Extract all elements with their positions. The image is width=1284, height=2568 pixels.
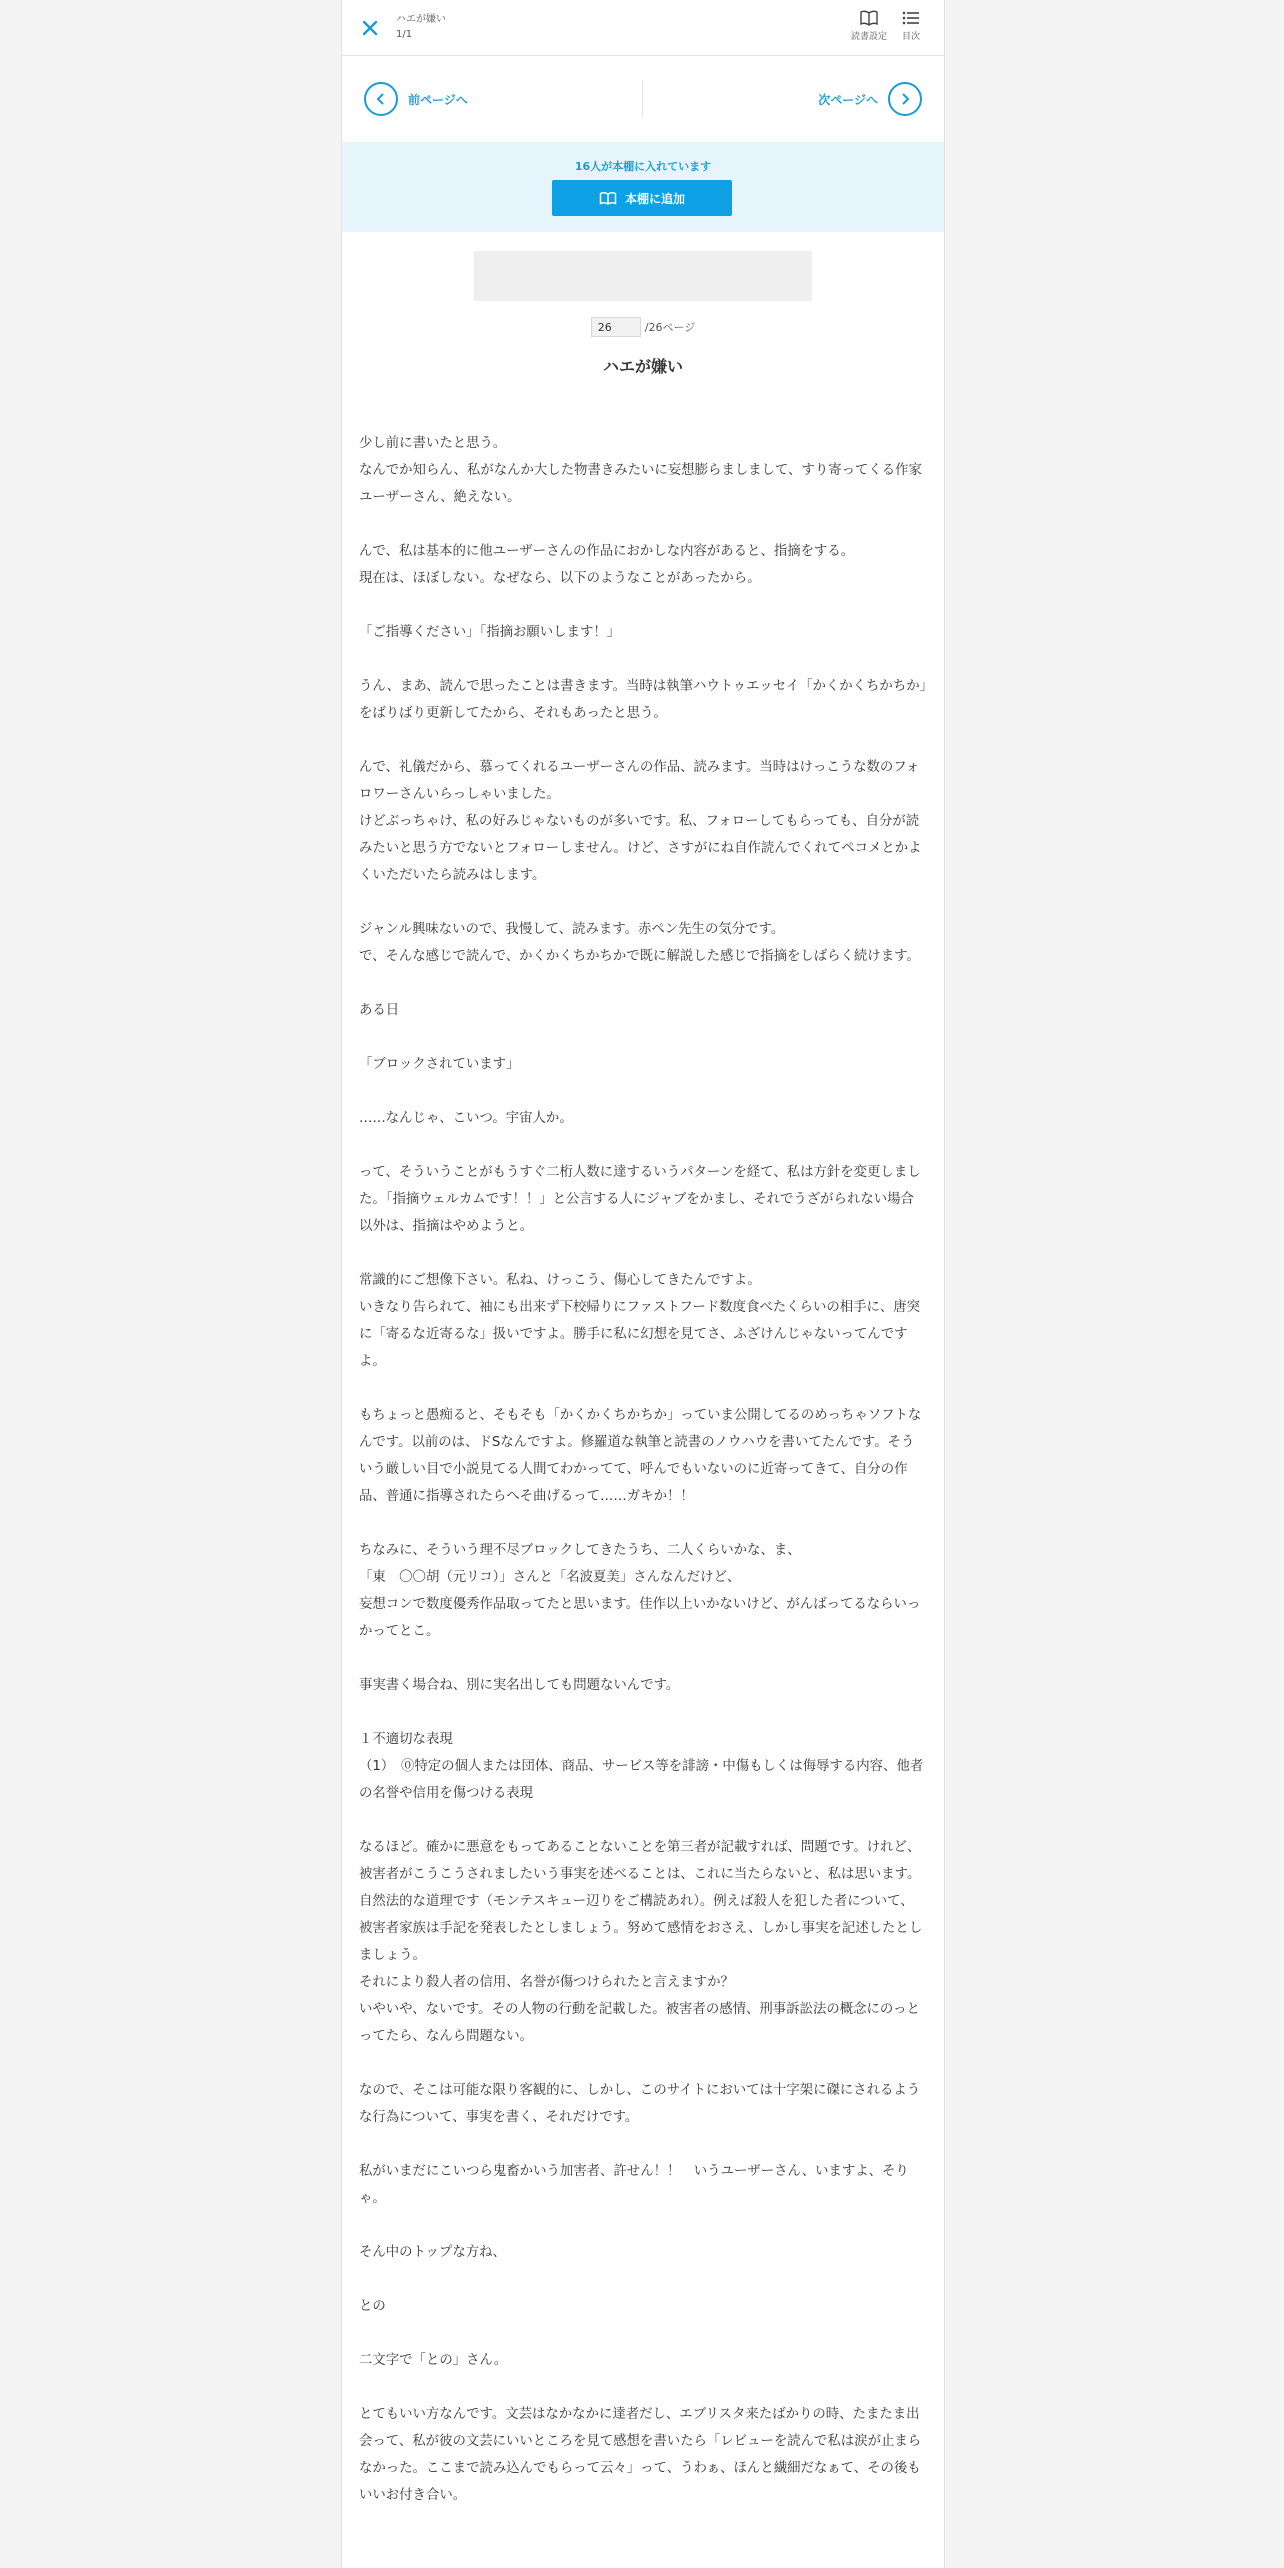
body-paragraph: って、そういうことがもうすぐ二桁人数に達するいうパターンを経て、私は方針を変更しました。「指摘ウェルカムです！！」と公言する人にジャブをかまし、それでうざがられない場合以外は、指摘はやめようと。 (359, 1165, 921, 1234)
page-total: /26ページ (644, 321, 696, 334)
body-paragraph: とてもいい方なんです。文芸はなかなかに達者だし、エブリスタ来たばかりの時、たまたま出会って、私が彼の文芸にいいところを見て感想を書いたら「レビューを読んで私は涙が止まらなかった。ここまで読み込んでもらって云々」って、うわぁ、ほんと繊細だなぁて、その後もいいお付き合い。 (359, 2407, 922, 2503)
body-text (359, 430, 927, 2536)
prev-page-label: 前ページへ (408, 92, 468, 107)
episode-title: ハエが嫌い (602, 357, 683, 376)
body-paragraph: 二文字で「との」さん。 (359, 2353, 508, 2368)
body-paragraph: ……なんじゃ、こいつ。宇宙人か。 (359, 1111, 573, 1126)
body-paragraph: なので、そこは可能な限り客観的に、しかし、このサイトにおいては十字架に磔にされるような行為について、事実を書く、それだけです。 (359, 2083, 921, 2125)
chevron-left-icon (364, 82, 398, 116)
list-icon (901, 9, 921, 27)
body-paragraph: なるほど。確かに悪意をもってあることないことを第三者が記載すれば、問題です。けれど、被害者がこうこうされましたいう事実を述べることは、これに当たらないと、私は思います。自然法的な道理です（モンテスキュー辺りをご構読あれ）。例えば殺人を犯した者について、被害者家族は手記を発表したとしましょう。努めて感情をおさえ、しかし事実を記述したとしましょう。 それにより殺人者の信用、名誉が傷つけられたと言えますか？ いやいや、ないです。その人物の行動を記載した。被害者の感情、刑事訴訟法の概念にのっとってたら、なんら問題ない。 (359, 1840, 923, 2044)
page-indicator: 1/1 (396, 29, 413, 40)
bookshelf-count: 16人が本棚に入れています (574, 160, 712, 173)
body-paragraph: との (359, 2299, 386, 2314)
reader-header (342, 0, 944, 56)
add-to-bookshelf-label: 本棚に追加 (624, 191, 685, 206)
add-to-bookshelf-button[interactable] (552, 180, 732, 216)
toc-label: 目次 (901, 32, 920, 42)
bookshelf-section (342, 142, 944, 232)
page-jump (342, 317, 944, 337)
chevron-right-icon (888, 82, 922, 116)
body-paragraph: んで、私は基本的に他ユーザーさんの作品におかしな内容があると、指摘をする。 現在は、ほぼしない。なぜなら、以下のようなことがあったから。 (359, 544, 855, 586)
body-paragraph: ジャンル興味ないので、我慢して、読みます。赤ペン先生の気分です。 で、そんな感じで読んで、かくかくちかちかで既に解説した感じで指摘をしばらく続けます。 (359, 922, 920, 964)
body-paragraph: ちなみに、そういう理不尽ブロックしてきたうち、二人くらいかな、ま、 「東 〇〇胡（元リコ）」さんと「名波夏美」さんなんだけど、 妄想コンで数度優秀作品取ってたと思います。佳作以上いかないけど、がんばってるならいっかってとこ。 (359, 1543, 921, 1639)
body-paragraph: もちょっと愚痴ると、そもそも「かくかくちかちか」っていま公開してるのめっちゃソフトなんです。以前のは、ドSなんですよ。修羅道な執筆と読書のノウハウを書いてたんです。そういう厳しい目で小説見てる人間てわかってて、呼んでもいないのに近寄ってきて、自分の作品、普通に指導されたらへそ曲げるって……ガキか！！ (359, 1408, 922, 1504)
prev-page-button[interactable] (364, 80, 468, 118)
next-page-button[interactable] (818, 80, 922, 118)
body-paragraph: そん中のトップな方ね、 (359, 2245, 506, 2260)
close-icon (356, 14, 384, 42)
pager (342, 56, 944, 142)
body-paragraph: 事実書く場合ね、別に実名出しても問題ないんです。 (359, 1678, 680, 1693)
ad-placeholder (474, 251, 812, 301)
reader-panel (341, 0, 945, 2568)
pager-divider (642, 80, 643, 118)
title-block (396, 12, 446, 42)
page-number-input[interactable] (591, 317, 641, 337)
body-paragraph: 「ご指導ください」「指摘お願いします！」 (359, 625, 621, 640)
next-page-label: 次ページへ (818, 92, 878, 107)
body-paragraph: 少し前に書いたと思う。 なんでか知らん、私がなんか大した物書きみたいに妄想膨らましまして、すり寄ってくる作家ユーザーさん、絶えない。 (359, 436, 922, 505)
body-paragraph: ある日 (359, 1003, 400, 1018)
book-icon (599, 191, 617, 205)
reading-settings-label: 読書設定 (850, 32, 887, 42)
open-book-icon (859, 9, 879, 27)
body-paragraph: 常識的にご想像下さい。私ね、けっこう、傷心してきたんですよ。 いきなり告られて、袖にも出来ず下校帰りにファストフード数度食べたくらいの相手に、唐突に「寄るな近寄るな」扱いですよ。勝手に私に幻想を見てさ、ふざけんじゃないってんですよ。 (359, 1273, 921, 1369)
close-button[interactable] (356, 14, 384, 42)
work-title: ハエが嫌い (396, 14, 446, 25)
body-paragraph: 私がいまだにこいつら鬼畜かいう加害者、許せん！！ いうユーザーさん、いますよ、そりゃ。 (359, 2164, 909, 2206)
body-paragraph: １不適切な表現 （1） ⓪特定の個人または団体、商品、サービス等を誹謗・中傷もしくは侮辱する内容、他者の名誉や信用を傷つける表現 (359, 1732, 924, 1801)
body-paragraph: んで、礼儀だから、慕ってくれるユーザーさんの作品、読みます。当時はけっこうな数のフォロワーさんいらっしゃいました。 けどぶっちゃけ、私の好みじゃないものが多いです。私、フォローしてもらっても、自分が読みたいと思う方でないとフォローしません。けど、さすがにね自作読んでくれてペコメとかよくいただいたら読みはします。 (359, 760, 922, 883)
body-paragraph: 「ブロックされています」 (359, 1057, 520, 1072)
reading-settings-button[interactable] (849, 9, 889, 42)
toc-button[interactable] (891, 9, 931, 42)
body-paragraph: うん、まあ、読んで思ったことは書きます。当時は執筆ハウトゥエッセイ「かくかくちかちか」をばりばり更新してたから、それもあったと思う。 (359, 679, 927, 721)
